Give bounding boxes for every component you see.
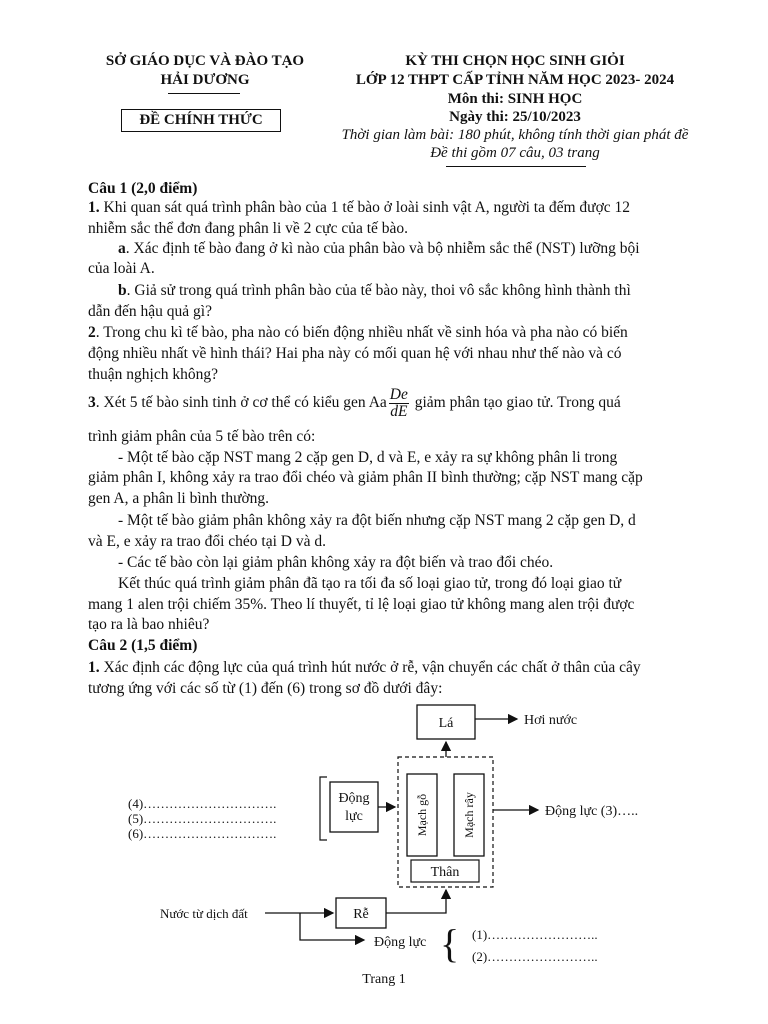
page-number: Trang 1 xyxy=(362,972,406,987)
genotype-fraction: $\frac{De}{dE}$ xyxy=(389,385,408,420)
item-6: (6)…………………………. xyxy=(128,826,277,841)
phloem-label: Mạch rây xyxy=(462,792,476,838)
q1-part2-line3: thuận nghịch không? xyxy=(88,366,219,383)
q1-part1b-line2: dẫn đến hậu quả gì? xyxy=(88,303,212,320)
q1-part3-conclusion-line2: mang 1 alen trội chiếm 35%. Theo lí thuyết, tỉ lệ loại giao tử không mang alen trội được xyxy=(88,596,635,613)
exam-pages: Đề thi gồm 07 câu, 03 trang xyxy=(430,145,600,161)
bottom-driver-label: Động lực xyxy=(374,935,427,950)
q1-part3-line2: trình giảm phân của 5 tế bào trên có: xyxy=(88,428,316,445)
q1-part3-conclusion-line1: Kết thúc quá trình giảm phân đã tạo ra tối đa số loại giao tử, trong đó loại giao tử xyxy=(118,575,622,592)
soil-water-label: Nước từ dịch đất xyxy=(160,906,248,921)
official-exam-badge: ĐỀ CHÍNH THỨC xyxy=(121,109,281,132)
left-bracket xyxy=(320,777,327,840)
root-to-stem-arrow xyxy=(386,890,446,913)
exam-subject: Môn thi: SINH HỌC xyxy=(447,91,583,107)
question-2-heading: Câu 2 (1,5 điểm) xyxy=(88,637,198,654)
exam-grade: LỚP 12 THPT CẤP TỈNH NĂM HỌC 2023- 2024 xyxy=(355,72,675,88)
q1-part1-line2: nhiễm sắc thể đơn đang phân li về 2 cực của tế bào. xyxy=(88,220,409,237)
exam-date: Ngày thi: 25/10/2023 xyxy=(449,109,581,125)
item-1: (1)…………………….. xyxy=(472,927,598,942)
province-name: HẢI DƯƠNG xyxy=(160,72,250,88)
q1-part3-dash1-line1: - Một tế bào cặp NST mang 2 cặp gen D, d và E, e xảy ra sự không phân li trong xyxy=(118,449,618,466)
right-driver-label: Động lực (3)….. xyxy=(545,804,639,819)
q1-part1b-line1: b. Giả sử trong quá trình phân bào của tế bào này, thoi vô sắc không hình thành thì xyxy=(118,282,631,299)
q1-part3-dash1-line3: gen A, a phân li bình thường. xyxy=(88,490,270,507)
exam-duration: Thời gian làm bài: 180 phút, không tính thời gian phát đề xyxy=(341,127,689,143)
driver-box xyxy=(330,782,378,832)
driver-label-top: Động xyxy=(338,791,370,806)
q1-part3-dash2-line2: và E, e xảy ra trao đổi chéo tại D và d. xyxy=(88,533,327,550)
q1-part1-line1: 1. Khi quan sát quá trình phân bào của 1 tế bào ở loài sinh vật A, người ta đếm được 12 xyxy=(88,199,631,216)
q1-part1a-line1: a. Xác định tế bào đang ở kì nào của phân bào và bộ nhiễm sắc thể (NST) lưỡng bội xyxy=(118,240,640,257)
water-vapor-label: Hơi nước xyxy=(524,713,578,728)
q1-part3-dash2-line1: - Một tế bào giảm phân không xảy ra đột biến nhưng cặp NST mang 2 cặp gen D, d xyxy=(118,512,636,529)
q1-part3-conclusion-line3: tạo ra là bao nhiêu? xyxy=(88,616,210,633)
leaf-label: Lá xyxy=(438,716,454,731)
stem-label: Thân xyxy=(430,865,460,880)
driver-label-bottom: lực xyxy=(345,809,363,824)
item-5: (5)…………………………. xyxy=(128,811,277,826)
q1-part3-line1: 3. Xét 5 tế bào sinh tinh ở cơ thể có kiểu gen Aa $\frac{De}{dE}$ giảm phân tạo giao tử. Trong quá xyxy=(88,385,621,420)
bottom-bracket: { xyxy=(440,921,460,966)
item-2: (2)…………………….. xyxy=(472,949,598,964)
q2-part1-line1: 1. Xác định các động lực của quá trình hút nước ở rễ, vận chuyển các chất ở thân của cây xyxy=(88,659,641,676)
q1-part1a-line2: của loài A. xyxy=(88,260,155,277)
question-1-heading: Câu 1 (2,0 điểm) xyxy=(88,180,198,197)
item-4: (4)…………………………. xyxy=(128,796,277,811)
q1-part2-line2: động nhiều nhất về hình thái? Hai pha này có mối quan hệ với nhau như thế nào và có xyxy=(88,345,622,362)
root-label: Rễ xyxy=(353,907,369,922)
q2-part1-line2: tương ứng với các số từ (1) đến (6) trong sơ đồ dưới đây: xyxy=(88,680,443,697)
q1-part2-line1: 2. Trong chu kì tế bào, pha nào có biến động nhiều nhất về sinh hóa và pha nào có biến xyxy=(88,324,628,341)
q1-part3-dash3: - Các tế bào còn lại giảm phân không xảy ra đột biến và trao đổi chéo. xyxy=(118,554,554,571)
department-name: SỞ GIÁO DỤC VÀ ĐÀO TẠO xyxy=(105,53,305,69)
xylem-label: Mạch gỗ xyxy=(415,793,429,837)
exam-title: KỲ THI CHỌN HỌC SINH GIỎI xyxy=(405,53,625,69)
q1-part3-dash1-line2: giảm phân I, không xảy ra trao đổi chéo và giảm phân II bình thường; cặp NST mang cặp xyxy=(88,469,643,486)
